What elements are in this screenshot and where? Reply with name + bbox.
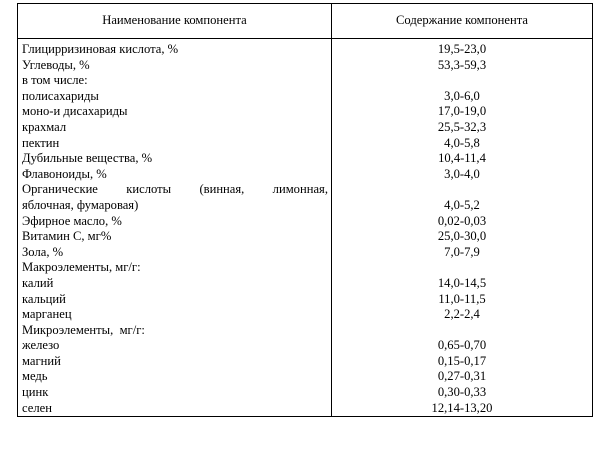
component-content-header: Содержание компонента [331,4,592,39]
component-name: Дубильные вещества, % [18,151,332,167]
component-value: 4,0-5,2 [331,198,592,214]
table-row [18,214,593,230]
component-value: 7,0-7,9 [331,245,592,261]
name-word: (винная, [199,182,245,197]
component-value: 3,0-4,0 [331,167,592,183]
table-row [18,182,593,198]
component-value: 19,5-23,0 [331,39,592,58]
component-value: 0,02-0,03 [331,214,592,230]
component-value: 10,4-11,4 [331,151,592,167]
component-value: 4,0-5,8 [331,136,592,152]
component-name-header: Наименование компонента [18,4,332,39]
component-name: яблочная, фумаровая) [18,198,332,214]
component-name [18,182,332,198]
component-name: пектин [18,136,332,152]
component-value: 53,3-59,3 [331,58,592,74]
component-value [331,73,592,89]
table-row [18,58,593,74]
component-name: магний [18,354,332,370]
table-row [18,229,593,245]
component-name: крахмал [18,120,332,136]
table-row [18,354,593,370]
component-value: 2,2-2,4 [331,307,592,323]
table-header-row [18,4,593,39]
component-name: Макроэлементы, мг/г: [18,260,332,276]
component-value [331,260,592,276]
table-row [18,104,593,120]
table-row [18,39,593,58]
table-row [18,323,593,339]
composition-table [17,3,593,417]
table-row [18,73,593,89]
component-name: в том числе: [18,73,332,89]
component-value: 12,14-13,20 [331,401,592,417]
table-row [18,89,593,105]
table-row [18,167,593,183]
table-row [18,338,593,354]
component-name: Глицирризиновая кислота, % [18,39,332,58]
component-value: 3,0-6,0 [331,89,592,105]
component-name: кальций [18,292,332,308]
component-name: Зола, % [18,245,332,261]
component-value: 0,15-0,17 [331,354,592,370]
component-value: 11,0-11,5 [331,292,592,308]
table-row [18,385,593,401]
table-row [18,292,593,308]
component-value: 25,5-32,3 [331,120,592,136]
component-name: медь [18,369,332,385]
component-value [331,182,592,198]
component-value: 25,0-30,0 [331,229,592,245]
table-row [18,245,593,261]
component-name: Углеводы, % [18,58,332,74]
component-name: марганец [18,307,332,323]
table-row [18,120,593,136]
table-row [18,369,593,385]
component-value: 14,0-14,5 [331,276,592,292]
table-row [18,401,593,417]
table-row [18,198,593,214]
component-name: цинк [18,385,332,401]
component-name: железо [18,338,332,354]
component-name: Микроэлементы, мг/г: [18,323,332,339]
name-word: Органические [22,182,98,197]
table-row [18,307,593,323]
component-value [331,323,592,339]
component-name: Витамин С, мг% [18,229,332,245]
component-value: 0,27-0,31 [331,369,592,385]
table-row [18,260,593,276]
component-name: селен [18,401,332,417]
component-name: моно-и дисахариды [18,104,332,120]
table-row [18,276,593,292]
name-word: кислоты [126,182,172,197]
name-word: лимонная, [272,182,328,197]
justified-name-line [22,182,328,198]
component-value: 0,30-0,33 [331,385,592,401]
component-value: 17,0-19,0 [331,104,592,120]
table-row [18,136,593,152]
table-row [18,151,593,167]
component-name: полисахариды [18,89,332,105]
component-name: Флавоноиды, % [18,167,332,183]
component-value: 0,65-0,70 [331,338,592,354]
component-name: калий [18,276,332,292]
component-name: Эфирное масло, % [18,214,332,230]
